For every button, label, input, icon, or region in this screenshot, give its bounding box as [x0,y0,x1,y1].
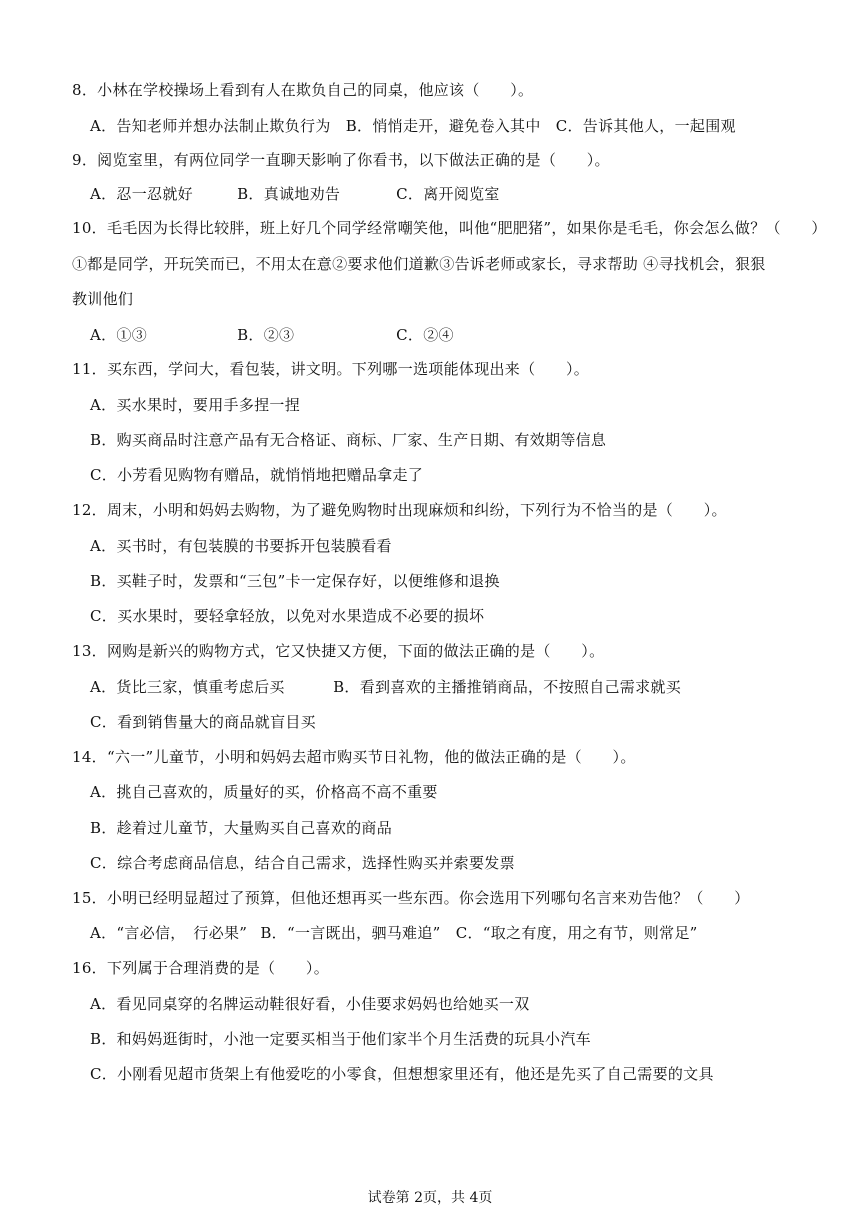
question-14-option-b: B．趁着过儿童节，大量购买自己喜欢的商品 [90,819,393,837]
question-12-option-c: C．买水果时，要轻拿轻放，以免对水果造成不必要的损坏 [90,607,485,625]
question-11-stem: 11．买东西，学问大，看包装，讲文明。下列哪一选项能体现出来（ ）。 [72,360,590,378]
question-16-stem: 16．下列属于合理消费的是（ ）。 [72,959,329,977]
question-11-option-c: C．小芳看见购物有赠品，就悄悄地把赠品拿走了 [90,466,424,484]
question-12-option-b: B．买鞋子时，发票和“三包”卡一定保存好，以便维修和退换 [90,572,500,590]
question-10-options [90,324,454,345]
question-10-stem: 10．毛毛因为长得比较胖，班上好几个同学经常嘲笑他，叫他“肥肥猪”，如果你是毛毛，你会怎么做？（ ） [72,219,827,237]
question-12-option-a: A．买书时，有包装膜的书要拆开包装膜看看 [90,537,392,555]
question-8-stem: 8．小林在学校操场上看到有人在欺负自己的同桌，他应该（ ）。 [72,81,534,99]
question-14-stem: 14．“六一”儿童节，小明和妈妈去超市购买节日礼物，他的做法正确的是（ ）。 [72,748,636,766]
question-14-option-c: C．综合考虑商品信息，结合自己需求，选择性购买并索要发票 [90,854,515,872]
question-10-option-a: A．①③ [90,326,148,344]
question-15-options [90,922,698,943]
question-15-option-c: C．“取之有度，用之有节，则常足” [455,924,698,942]
question-13-option-a: A．货比三家，慎重考虑后买 [90,678,285,696]
question-15-stem: 15．小明已经明显超过了预算，但他还想再买一些东西。你会选用下列哪句名言来劝告他？（ ） [72,889,750,907]
question-8-option-a: A．告知老师并想办法制止欺负行为 [90,117,331,135]
question-10-option-c: C．②④ [396,326,454,344]
question-9-option-b: B．真诚地劝告 [237,185,341,203]
question-16-option-a: A．看见同桌穿的名牌运动鞋很好看，小佳要求妈妈也给她买一双 [90,995,530,1013]
question-8-option-c: C．告诉其他人，一起围观 [555,117,736,135]
question-15-option-a: A．“言必信， 行必果” [90,924,248,942]
question-9-option-a: A．忍一忍就好 [90,185,193,203]
question-8-option-b: B．悄悄走开，避免卷入其中 [345,117,541,135]
question-9-option-c: C．离开阅览室 [396,185,500,203]
question-10-choices-line-1: ①都是同学，开玩笑而已，不用太在意②要求他们道歉③告诉老师或家长，寻求帮助 ④寻找机会，狠狠 [72,255,766,273]
question-11-option-b: B．购买商品时注意产品有无合格证、商标、厂家、生产日期、有效期等信息 [90,431,607,449]
question-11-option-a: A．买水果时，要用手多捏一捏 [90,396,301,414]
question-16-option-c: C．小刚看见超市货架上有他爱吃的小零食，但想想家里还有，他还是先买了自己需要的文具 [90,1065,714,1083]
page-footer: 试卷第 2页，共 4页 [367,1190,493,1206]
question-9-options [90,183,500,204]
question-10-option-b: B．②③ [237,326,295,344]
question-14-option-a: A．挑自己喜欢的，质量好的买，价格高不高不重要 [90,783,438,801]
question-15-option-b: B．“一言既出，驷马难追” [260,924,441,942]
question-13-options-row [90,676,681,697]
question-9-stem: 9．阅览室里，有两位同学一直聊天影响了你看书，以下做法正确的是（ ）。 [72,151,610,169]
question-12-stem: 12．周末，小明和妈妈去购物，为了避免购物时出现麻烦和纠纷，下列行为不恰当的是（ ）。 [72,501,727,519]
question-13-option-c: C．看到销售量大的商品就盲目买 [90,713,316,731]
question-8-options [90,115,736,136]
question-16-option-b: B．和妈妈逛街时，小池一定要买相当于他们家半个月生活费的玩具小汽车 [90,1030,591,1048]
question-13-stem: 13．网购是新兴的购物方式，它又快捷又方便，下面的做法正确的是（ ）。 [72,642,605,660]
question-10-choices-line-2: 教训他们 [72,290,134,308]
question-13-option-b: B．看到喜欢的主播推销商品，不按照自己需求就买 [333,678,682,696]
